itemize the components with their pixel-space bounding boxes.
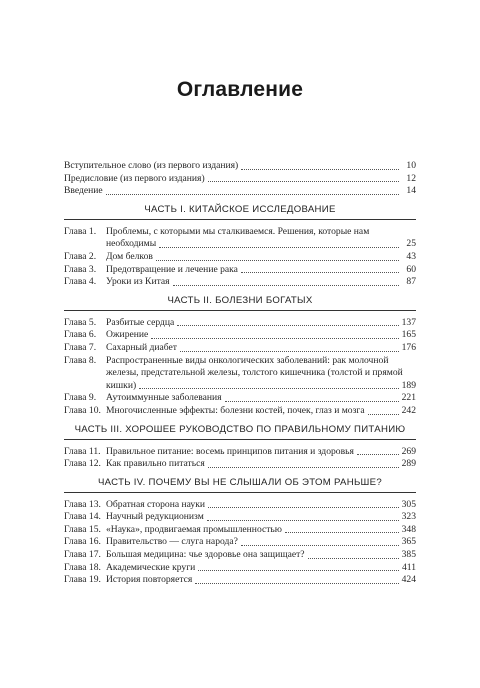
part-divider [64, 219, 416, 220]
part-divider [64, 310, 416, 311]
toc-entry-title: Введение [64, 185, 103, 197]
leader-dots [195, 582, 398, 584]
toc-entry-title: Аутоиммунные заболевания [106, 392, 222, 404]
toc-entry-chapter-7[interactable] [64, 342, 416, 355]
toc-entry-title: Проблемы, с которыми мы сталкиваемся. Решения, которые нам [106, 225, 370, 237]
toc-entry-title: Распространенные виды онкологических заболеваний: рак молочной [106, 354, 389, 366]
chapter-label: Глава 19. [64, 574, 101, 586]
toc-entry-page: 165 [401, 329, 416, 341]
part-divider [64, 439, 416, 440]
toc-entry-title: Сахарный диабет [106, 341, 177, 353]
leader-dots [208, 180, 399, 182]
toc-entry-chapter-4[interactable] [64, 276, 416, 289]
toc-entry-chapter-14[interactable] [64, 511, 416, 524]
toc-entry-chapter-19[interactable] [64, 574, 416, 587]
toc-entry-page: 305 [401, 498, 416, 510]
chapter-label: Глава 4. [64, 276, 97, 288]
toc-entry-title: Вступительное слово (из первого издания) [64, 160, 239, 171]
toc-entry-title: Научный редукционизм [106, 511, 204, 523]
toc-entry-page: 176 [401, 341, 416, 353]
leader-dots [208, 466, 399, 468]
chapter-label: Глава 8. [64, 354, 97, 366]
toc-entry-preface[interactable] [64, 173, 416, 186]
toc-entry-title: Уроки из Китая [106, 276, 170, 288]
toc-entry-chapter-17[interactable] [64, 549, 416, 562]
toc-entry-page: 189 [401, 379, 416, 391]
leader-dots [308, 557, 399, 559]
chapter-label: Глава 15. [64, 523, 101, 535]
toc-entry-chapter-6[interactable] [64, 329, 416, 342]
toc-entry-page: 137 [401, 316, 416, 328]
chapter-label: Глава 10. [64, 404, 101, 416]
chapter-label: Глава 12. [64, 458, 101, 470]
chapter-label: Глава 5. [64, 316, 97, 328]
toc-entry-page: 242 [401, 404, 416, 416]
toc-entry-chapter-1[interactable] [64, 226, 416, 239]
chapter-label: Глава 3. [64, 263, 97, 275]
toc-entry-chapter-18[interactable] [64, 562, 416, 575]
toc-entry-page: 411 [401, 561, 416, 573]
toc-entry-title: Правительство — слуга народа? [106, 536, 238, 548]
leader-dots [241, 271, 399, 273]
leader-dots [151, 337, 398, 339]
toc-entry-page: 14 [406, 185, 416, 197]
toc-entry-title: «Наука», продвигаемая промышленностью [106, 523, 282, 535]
toc-entry-chapter-11[interactable] [64, 446, 416, 459]
toc-entry-title: Предисловие (из первого издания) [64, 172, 205, 184]
part-heading-2: ЧАСТЬ II. БОЛЕЗНИ БОГАТЫХ [167, 294, 313, 306]
toc-entry-chapter-8-cont2 [64, 380, 416, 393]
toc-entry-title: Большая медицина: чье здоровье она защищает? [106, 549, 305, 561]
toc-entry-chapter-2[interactable] [64, 251, 416, 264]
toc-entry-page: 43 [406, 250, 416, 262]
leader-dots [139, 387, 398, 389]
chapter-label: Глава 18. [64, 561, 101, 573]
toc-entry-title: Обратная сторона науки [106, 498, 206, 510]
toc-entry-page: 10 [406, 160, 416, 171]
toc-entry-title: Разбитые сердца [106, 316, 175, 328]
toc-entry-chapter-8-cont [64, 367, 416, 380]
toc-entry-title: Дом белков [106, 250, 153, 262]
toc-entry-page: 348 [401, 523, 416, 535]
toc-entry-foreword[interactable] [64, 160, 416, 173]
leader-dots [207, 519, 399, 521]
chapter-label: Глава 9. [64, 392, 97, 404]
leader-dots [198, 569, 399, 571]
toc-entry-title: Ожирение [106, 329, 149, 341]
chapter-label: Глава 7. [64, 341, 97, 353]
chapter-label: Глава 17. [64, 549, 101, 561]
toc-entry-chapter-1-cont [64, 238, 416, 251]
toc-entry-page: 87 [406, 276, 416, 288]
toc-entry-chapter-8[interactable] [64, 355, 416, 368]
toc-entry-page: 221 [401, 392, 416, 404]
part-heading-4: ЧАСТЬ IV. ПОЧЕМУ ВЫ НЕ СЛЫШАЛИ ОБ ЭТОМ РАНЬШЕ? [97, 476, 382, 488]
chapter-label: Глава 11. [64, 445, 101, 457]
leader-dots [368, 413, 399, 415]
leader-dots [180, 350, 399, 352]
toc-entry-introduction[interactable] [64, 185, 416, 198]
toc-entry-title: необходимы [106, 238, 157, 250]
toc-entry-chapter-15[interactable] [64, 524, 416, 537]
chapter-label: Глава 13. [64, 498, 101, 510]
chapter-label: Глава 14. [64, 511, 101, 523]
part-heading-1: ЧАСТЬ I. КИТАЙСКОЕ ИССЛЕДОВАНИЕ [144, 203, 336, 215]
toc-entry-chapter-13[interactable] [64, 499, 416, 512]
leader-dots [106, 193, 399, 195]
chapter-label: Глава 16. [64, 536, 101, 548]
toc-entry-page: 25 [406, 238, 416, 250]
toc-entry-chapter-9[interactable] [64, 392, 416, 405]
toc-entry-title: Как правильно питаться [106, 458, 205, 470]
leader-dots [241, 544, 399, 546]
leader-dots [241, 168, 399, 170]
toc-entry-chapter-10[interactable] [64, 405, 416, 418]
toc-entry-title: кишки) [106, 379, 137, 391]
leader-dots [225, 400, 399, 402]
toc-entry-chapter-5[interactable] [64, 317, 416, 330]
table-of-contents [64, 160, 416, 587]
leader-dots [177, 324, 398, 326]
toc-entry-chapter-12[interactable] [64, 458, 416, 471]
leader-dots [159, 246, 399, 248]
leader-dots [357, 453, 399, 455]
toc-entry-title: Многочисленные эффекты: болезни костей, почек, глаз и мозга [106, 404, 365, 416]
toc-entry-title: Академические круги [106, 561, 196, 573]
toc-entry-chapter-3[interactable] [64, 264, 416, 277]
chapter-label: Глава 6. [64, 329, 97, 341]
toc-entry-page: 289 [401, 458, 416, 470]
toc-entry-page: 385 [401, 549, 416, 561]
toc-entry-title: Предотвращение и лечение рака [106, 263, 238, 275]
toc-entry-page: 424 [401, 574, 416, 586]
page-title: Оглавление [176, 78, 304, 101]
toc-entry-title: железы, предстательной железы, толстого кишечника (толстой и прямой [106, 367, 403, 379]
toc-entry-page: 269 [401, 445, 416, 457]
toc-entry-page: 12 [406, 172, 416, 184]
toc-entry-page: 365 [401, 536, 416, 548]
leader-dots [285, 531, 399, 533]
toc-entry-chapter-16[interactable] [64, 536, 416, 549]
toc-entry-page: 323 [401, 511, 416, 523]
chapter-label: Глава 1. [64, 225, 97, 237]
toc-entry-title: Правильное питание: восемь принципов питания и здоровья [106, 445, 354, 457]
leader-dots [173, 284, 399, 286]
part-heading-3: ЧАСТЬ III. ХОРОШЕЕ РУКОВОДСТВО ПО ПРАВИЛЬНОМУ ПИТАНИЮ [74, 423, 406, 435]
chapter-label: Глава 2. [64, 250, 97, 262]
toc-entry-title: История повторяется [106, 574, 193, 586]
leader-dots [156, 259, 399, 261]
toc-entry-page: 60 [406, 263, 416, 275]
part-divider [64, 492, 416, 493]
leader-dots [208, 506, 399, 508]
